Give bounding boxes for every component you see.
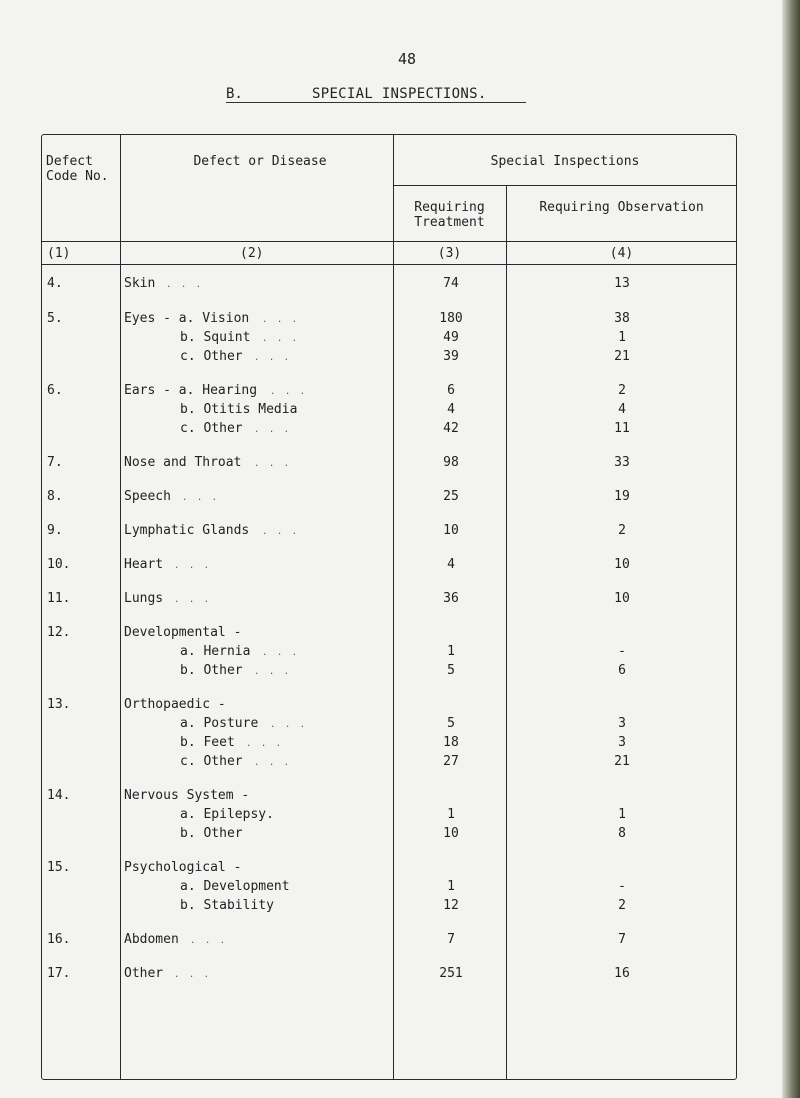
row-code: 6. xyxy=(47,383,63,398)
row-observation-count: 2 xyxy=(618,523,626,538)
row-label: Skin xyxy=(124,276,156,291)
column-number-4: (4) xyxy=(609,246,634,261)
section-letter: B. xyxy=(226,86,243,102)
leader-dots: . . . xyxy=(174,970,212,980)
row-label: Nervous System - xyxy=(124,788,250,803)
leader-dots: . . . xyxy=(254,353,292,363)
header-requiring-treatment: Requiring Treatment xyxy=(414,200,485,230)
page-edge-shadow xyxy=(782,0,800,1098)
row-label: Other xyxy=(124,966,164,981)
row-label: Eyes - a. Vision xyxy=(124,311,250,326)
row-label: b. Other xyxy=(180,826,243,841)
row-observation-count: 10 xyxy=(614,557,630,572)
leader-dots: . . . xyxy=(270,387,308,397)
leader-dots: . . . xyxy=(174,561,212,571)
row-treatment-count: 251 xyxy=(439,966,463,981)
column-number-1: (1) xyxy=(47,246,71,261)
row-label: b. Other xyxy=(180,663,243,678)
leader-dots: . . . xyxy=(270,720,308,730)
column-number-2: (2) xyxy=(240,246,264,261)
row-observation-count: 21 xyxy=(614,349,630,364)
row-treatment-count: 27 xyxy=(443,754,459,769)
header-subdivider xyxy=(393,185,737,186)
row-label: b. Otitis Media xyxy=(180,402,298,417)
leader-dots: . . . xyxy=(246,739,284,749)
row-treatment-count: 10 xyxy=(443,826,459,841)
row-observation-count: 1 xyxy=(618,807,626,822)
row-label: c. Other xyxy=(180,421,243,436)
row-treatment-count: 12 xyxy=(443,898,459,913)
row-treatment-count: 36 xyxy=(443,591,459,606)
row-treatment-count: 1 xyxy=(447,807,455,822)
row-label: c. Other xyxy=(180,349,243,364)
column-number-rule xyxy=(41,264,737,265)
row-treatment-count: 49 xyxy=(443,330,459,345)
row-label: c. Other xyxy=(180,754,243,769)
row-code: 13. xyxy=(47,697,71,712)
row-observation-count: 19 xyxy=(614,489,630,504)
leader-dots: . . . xyxy=(262,315,300,325)
leader-dots: . . . xyxy=(254,667,292,677)
row-treatment-count: 10 xyxy=(443,523,459,538)
leader-dots: . . . xyxy=(190,936,228,946)
row-label: Abdomen xyxy=(124,932,179,947)
row-observation-count: 7 xyxy=(618,932,626,947)
leader-dots: . . . xyxy=(254,425,292,435)
row-code: 14. xyxy=(47,788,71,803)
row-observation-count: 13 xyxy=(614,276,630,291)
row-code: 17. xyxy=(47,966,71,981)
row-observation-count: - xyxy=(618,879,626,894)
row-observation-count: 2 xyxy=(618,383,626,398)
row-code: 12. xyxy=(47,625,71,640)
row-label: a. Development xyxy=(180,879,290,894)
leader-dots: . . . xyxy=(254,758,292,768)
leader-dots: . . . xyxy=(174,595,212,605)
row-treatment-count: 180 xyxy=(439,311,463,326)
row-treatment-count: 5 xyxy=(447,716,455,731)
row-label: b. Stability xyxy=(180,898,274,913)
row-label: Developmental - xyxy=(124,625,242,640)
leader-dots: . . . xyxy=(262,334,300,344)
row-label: Psychological - xyxy=(124,860,242,875)
row-observation-count: 1 xyxy=(618,330,626,345)
row-code: 11. xyxy=(47,591,71,606)
title-underline xyxy=(226,102,526,103)
row-label: b. Squint xyxy=(180,330,251,345)
row-label: Speech xyxy=(124,489,171,504)
row-label: Ears - a. Hearing xyxy=(124,383,258,398)
row-observation-count: 38 xyxy=(614,311,630,326)
header-code: Defect Code No. xyxy=(46,154,109,184)
row-observation-count: - xyxy=(618,644,626,659)
header-bottom-rule xyxy=(41,241,737,242)
page-number: 48 xyxy=(398,50,417,68)
row-treatment-count: 25 xyxy=(443,489,459,504)
row-treatment-count: 98 xyxy=(443,455,459,470)
row-code: 4. xyxy=(47,276,63,291)
row-label: a. Epilepsy. xyxy=(180,807,274,822)
row-treatment-count: 5 xyxy=(447,663,455,678)
row-label: Orthopaedic - xyxy=(124,697,226,712)
row-label: Nose and Throat xyxy=(124,455,242,470)
row-label: Lungs xyxy=(124,591,164,606)
leader-dots: . . . xyxy=(262,648,300,658)
row-observation-count: 3 xyxy=(618,716,626,731)
row-observation-count: 11 xyxy=(614,421,630,436)
row-label: Heart xyxy=(124,557,164,572)
row-code: 16. xyxy=(47,932,71,947)
row-treatment-count: 74 xyxy=(443,276,459,291)
row-observation-count: 6 xyxy=(618,663,626,678)
row-observation-count: 2 xyxy=(618,898,626,913)
column-divider-2 xyxy=(393,134,394,1080)
row-label: a. Hernia xyxy=(180,644,251,659)
row-treatment-count: 1 xyxy=(447,644,455,659)
row-code: 10. xyxy=(47,557,71,572)
row-observation-count: 33 xyxy=(614,455,630,470)
row-treatment-count: 42 xyxy=(443,421,459,436)
row-treatment-count: 1 xyxy=(447,879,455,894)
row-label: Lymphatic Glands xyxy=(124,523,250,538)
section-title: SPECIAL INSPECTIONS. xyxy=(312,86,487,102)
row-label: a. Posture xyxy=(180,716,259,731)
row-treatment-count: 6 xyxy=(447,383,455,398)
row-observation-count: 16 xyxy=(614,966,630,981)
leader-dots: . . . xyxy=(166,280,204,290)
row-code: 9. xyxy=(47,523,63,538)
row-code: 5. xyxy=(47,311,63,326)
header-defect: Defect or Disease xyxy=(193,154,327,169)
row-treatment-count: 4 xyxy=(447,402,455,417)
leader-dots: . . . xyxy=(254,459,292,469)
row-observation-count: 8 xyxy=(618,826,626,841)
header-requiring-observation: Requiring Observation xyxy=(539,200,704,215)
row-observation-count: 3 xyxy=(618,735,626,750)
row-treatment-count: 18 xyxy=(443,735,459,750)
column-number-3: (3) xyxy=(437,246,462,261)
row-observation-count: 4 xyxy=(618,402,626,417)
leader-dots: . . . xyxy=(262,527,300,537)
row-code: 8. xyxy=(47,489,63,504)
row-observation-count: 10 xyxy=(614,591,630,606)
leader-dots: . . . xyxy=(182,493,220,503)
row-code: 7. xyxy=(47,455,63,470)
row-label: b. Feet xyxy=(180,735,235,750)
row-treatment-count: 4 xyxy=(447,557,455,572)
row-code: 15. xyxy=(47,860,71,875)
row-observation-count: 21 xyxy=(614,754,630,769)
header-special-inspections: Special Inspections xyxy=(490,154,640,169)
column-divider-1 xyxy=(120,134,121,1080)
row-treatment-count: 39 xyxy=(443,349,459,364)
row-treatment-count: 7 xyxy=(447,932,455,947)
